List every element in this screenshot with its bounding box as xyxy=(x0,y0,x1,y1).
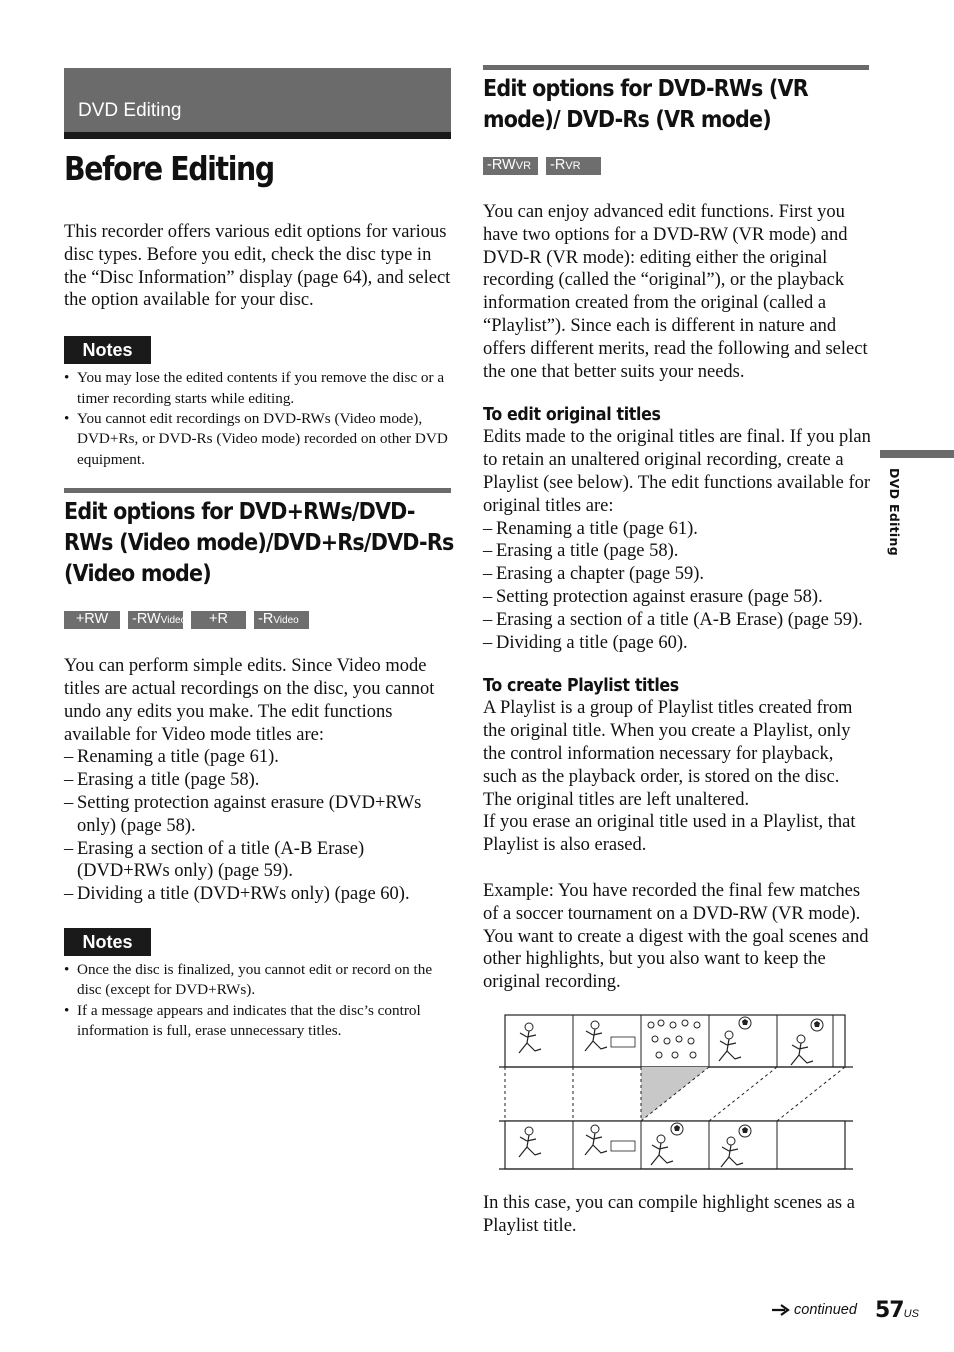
video-mode-function-list xyxy=(64,746,451,906)
playlist-frames xyxy=(499,1121,853,1169)
original-titles-heading: To edit original titles xyxy=(483,404,661,426)
page-number xyxy=(875,1298,919,1323)
side-tab-bar xyxy=(880,450,954,458)
playlist-paragraph: A Playlist is a group of Playlist titles created from the original title. When you create a Playlist, only the control information necessary for playback, such as the playback order, is stored on the disc. The original titles are left unaltered. xyxy=(483,698,853,810)
disc-badge: -R VR xyxy=(546,157,601,175)
notes-label: Notes xyxy=(64,336,151,364)
continued-label: continued xyxy=(794,1302,857,1318)
continued-indicator xyxy=(772,1302,857,1318)
playlist-paragraph: If you erase an original title used in a Playlist, that Playlist is also erased. xyxy=(483,812,856,856)
playlist-diagram xyxy=(499,1013,853,1173)
disc-badge: -RW VR xyxy=(483,157,538,175)
disc-badge: -RW Video xyxy=(128,611,183,629)
list-item: – Dividing a title (page 60). xyxy=(483,632,871,655)
list-item: – Erasing a section of a title (A-B Erase) (page 59). xyxy=(483,609,871,632)
vr-mode-disc-badges xyxy=(483,157,871,175)
page-region-suffix: US xyxy=(903,1308,919,1320)
list-item: – Erasing a chapter (page 59). xyxy=(483,563,871,586)
list-item: – Renaming a title (page 61). xyxy=(64,746,451,769)
conclusion-paragraph: In this case, you can compile highlight scenes as a Playlist title. xyxy=(483,1193,855,1236)
list-item: – Setting protection against erasure (page 58). xyxy=(483,586,871,609)
section-rule xyxy=(64,132,451,139)
playlist-titles-heading: To create Playlist titles xyxy=(483,675,679,697)
notes-block-2 xyxy=(64,928,451,1042)
example-paragraph: Example: You have recorded the final few matches of a soccer tournament on a DVD-RW (VR mode). You want to create a digest with the goal scenes and other highlights, but you also want to keep the original recording. xyxy=(483,880,869,993)
page-number-value: 57 xyxy=(875,1298,904,1323)
selection-lines xyxy=(505,1067,845,1121)
list-item: – Erasing a title (page 58). xyxy=(64,769,451,792)
note-item: • You cannot edit recordings on DVD-RWs (Video mode), DVD+Rs, or DVD-Rs (Video mode) recorded on other DVD equipment. xyxy=(64,409,451,470)
section-header: DVD Editing xyxy=(64,68,451,132)
side-tab-label: DVD Editing xyxy=(887,468,902,556)
list-item: – Dividing a title (DVD+RWs only) (page 60). xyxy=(64,883,451,906)
note-item: • You may lose the edited contents if you remove the disc or a timer recording starts while editing. xyxy=(64,368,451,409)
original-titles-paragraph: Edits made to the original titles are final. If you plan to retain an unaltered original recording, create a Playlist (see below). The edit functions available for original titles are: xyxy=(483,427,871,516)
video-mode-disc-badges xyxy=(64,611,451,629)
list-item: – Erasing a title (page 58). xyxy=(483,540,871,563)
note-item: • If a message appears and indicates that the disc’s control information is full, erase unnecessary titles. xyxy=(64,1001,451,1042)
original-frames xyxy=(499,1015,853,1067)
notes-list xyxy=(64,960,451,1042)
original-titles-function-list xyxy=(483,518,871,655)
disc-badge: -R Video xyxy=(254,611,309,629)
arrow-right-icon xyxy=(772,1304,792,1316)
notes-list xyxy=(64,368,451,470)
list-item: – Setting protection against erasure (DVD+RWs only) (page 58). xyxy=(64,792,451,838)
left-column xyxy=(64,68,454,1042)
vr-mode-heading: Edit options for DVD-RWs (VR mode)/ DVD-Rs (VR mode) xyxy=(483,74,808,133)
page-title: Before Editing xyxy=(64,149,274,188)
heading-rule xyxy=(483,65,869,70)
intro-paragraph: This recorder offers various edit options for various disc types. Before you edit, check the disc type in the “Disc Information” display (page 64), and select the option available for your disc. xyxy=(64,222,451,311)
video-mode-heading: Edit options for DVD+RWs/DVD-RWs (Video mode)/DVD+Rs/DVD-Rs (Video mode) xyxy=(64,497,454,588)
vr-mode-paragraph: You can enjoy advanced edit functions. First you have two options for a DVD-RW (VR mode) and DVD-R (VR mode): editing either the original recording (called the “original”), or the playback information created from the original (called a “Playlist”). Since each is different in nature and offers different merits, read the following and select the one that better suits your needs. xyxy=(483,202,868,382)
list-item: – Erasing a section of a title (A-B Erase) (DVD+RWs only) (page 59). xyxy=(64,838,451,884)
note-item: • Once the disc is finalized, you cannot edit or record on the disc (except for DVD+RWs). xyxy=(64,960,451,1001)
disc-badge: +R xyxy=(191,611,246,629)
notes-label: Notes xyxy=(64,928,151,956)
notes-block-1 xyxy=(64,336,451,470)
disc-badge: +RW xyxy=(64,611,120,629)
right-column xyxy=(483,65,871,994)
video-mode-paragraph: You can perform simple edits. Since Video mode titles are actual recordings on the disc, you cannot undo any edits you make. The edit functions available for Video mode titles are: xyxy=(64,656,435,745)
list-item: – Renaming a title (page 61). xyxy=(483,518,871,541)
heading-rule xyxy=(64,488,451,493)
